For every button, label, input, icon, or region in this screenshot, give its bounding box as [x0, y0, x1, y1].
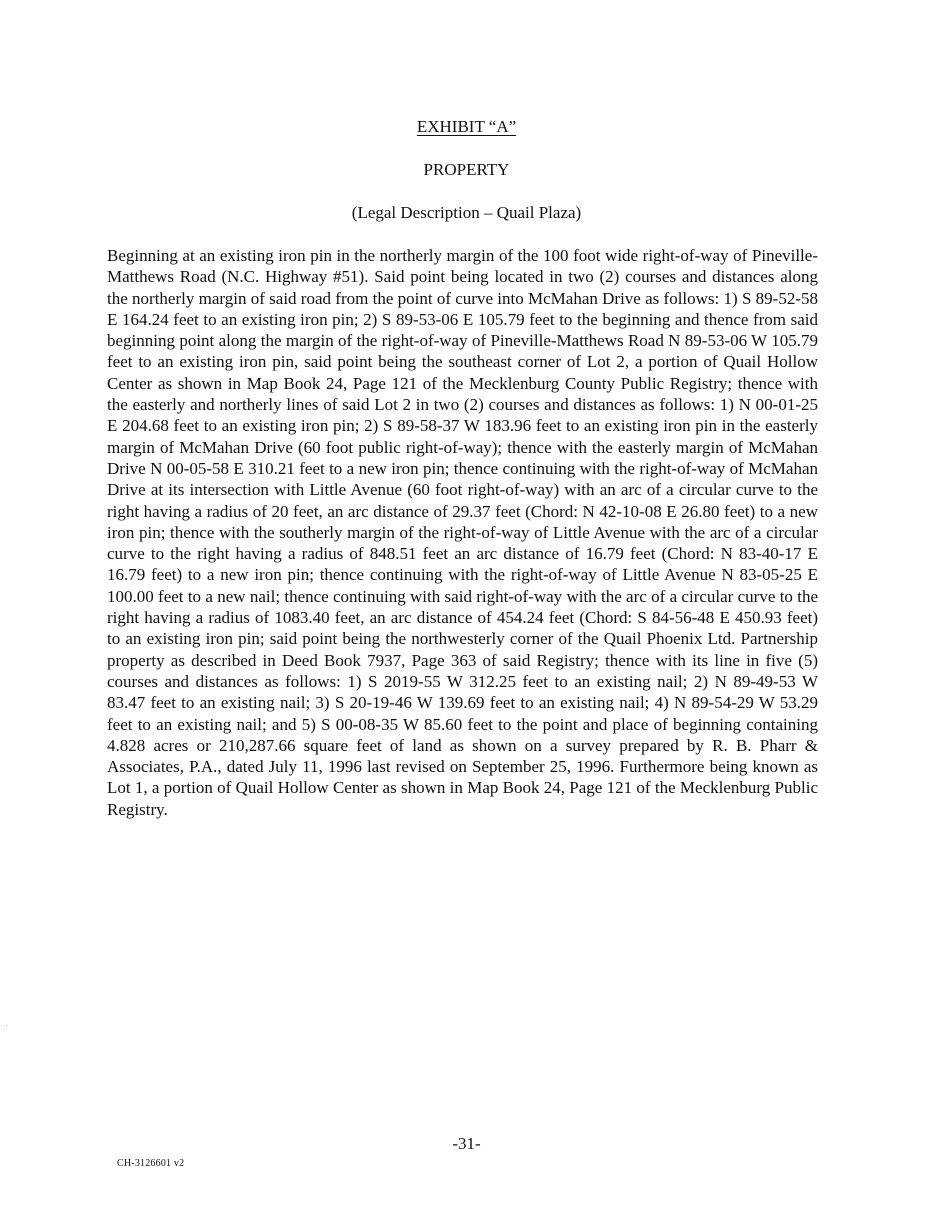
- property-heading: PROPERTY: [423, 160, 510, 179]
- legal-description-body: Beginning at an existing iron pin in the northerly margin of the 100 foot wide right-of-way of Pineville-Matthews Road (N.C. Highway #51). Said point being located in two (2) courses and distances along the northerly margin of said road from the point of curve into McMahan Drive as follows: 1) S 89-52-58 E 164.24 feet to an existing iron pin; 2) S 89-53-06 E 105.79 feet to the beginning and thence from said beginning point along the margin of the right-of-way of Pineville-Matthews Road N 89-53-06 W 105.79 feet to an existing iron pin, said point being the southeast corner of Lot 2, a portion of Quail Hollow Center as shown in Map Book 24, Page 121 of the Mecklenburg County Public Registry; thence with the easterly and northerly lines of said Lot 2 in two (2) courses and distances as follows: 1) N 00-01-25 E 204.68 feet to an existing iron pin; 2) S 89-58-37 W 183.96 feet to an existing iron pin in the easterly margin of McMahan Drive (60 foot public right-of-way); thence with the easterly margin of McMahan Drive N 00-05-58 E 310.21 feet to a new iron pin; thence continuing with the right-of-way of McMahan Drive at its intersection with Little Avenue (60 foot right-of-way) with an arc of a circular curve to the right having a radius of 20 feet, an arc distance of 29.37 feet (Chord: N 42-10-08 E 26.80 feet) to a new iron pin; thence with the southerly margin of the right-of-way of Little Avenue with the arc of a circular curve to the right having a radius of 848.51 feet an arc distance of 16.79 feet (Chord: N 83-40-17 E 16.79 feet) to a new iron pin; thence continuing with the right-of-way of Little Avenue N 83-05-25 E 100.00 feet to a new nail; thence continuing with said right-of-way with the arc of a circular curve to the right having a radius of 1083.40 feet, an arc distance of 454.24 feet (Chord: S 84-56-48 E 450.93 feet) to an existing iron pin; said point being the northwesterly corner of the Quail Phoenix Ltd. Partnership property as described in Deed Book 7937, Page 363 of said Registry; thence with its line in five (5) courses and distances as follows: 1) S 2019-55 W 312.25 feet to an existing nail; 2) N 89-49-53 W 83.47 feet to an existing nail; 3) S 20-19-46 W 139.69 feet to an existing nail; 4) N 89-54-29 W 53.29 feet to an existing nail; and 5) S 00-08-35 W 85.60 feet to the point and place of beginning containing 4.828 acres or 210,287.66 square feet of land as shown on a survey prepared by R. B. Pharr & Associates, P.A., dated July 11, 1996 last revised on September 25, 1996. Furthermore being known as Lot 1, a portion of Quail Hollow Center as shown in Map Book 24, Page 121 of the Mecklenburg Public Registry.: [107, 246, 818, 819]
- legal-description-subtitle: (Legal Description – Quail Plaza): [351, 203, 582, 222]
- document-id: CH-3126601 v2: [117, 1158, 185, 1169]
- exhibit-title: [0, 117, 933, 137]
- page-number: -31-: [452, 1134, 481, 1153]
- scan-speck: [6, 1025, 7, 1026]
- exhibit-title-text: EXHIBIT “A”: [416, 117, 517, 136]
